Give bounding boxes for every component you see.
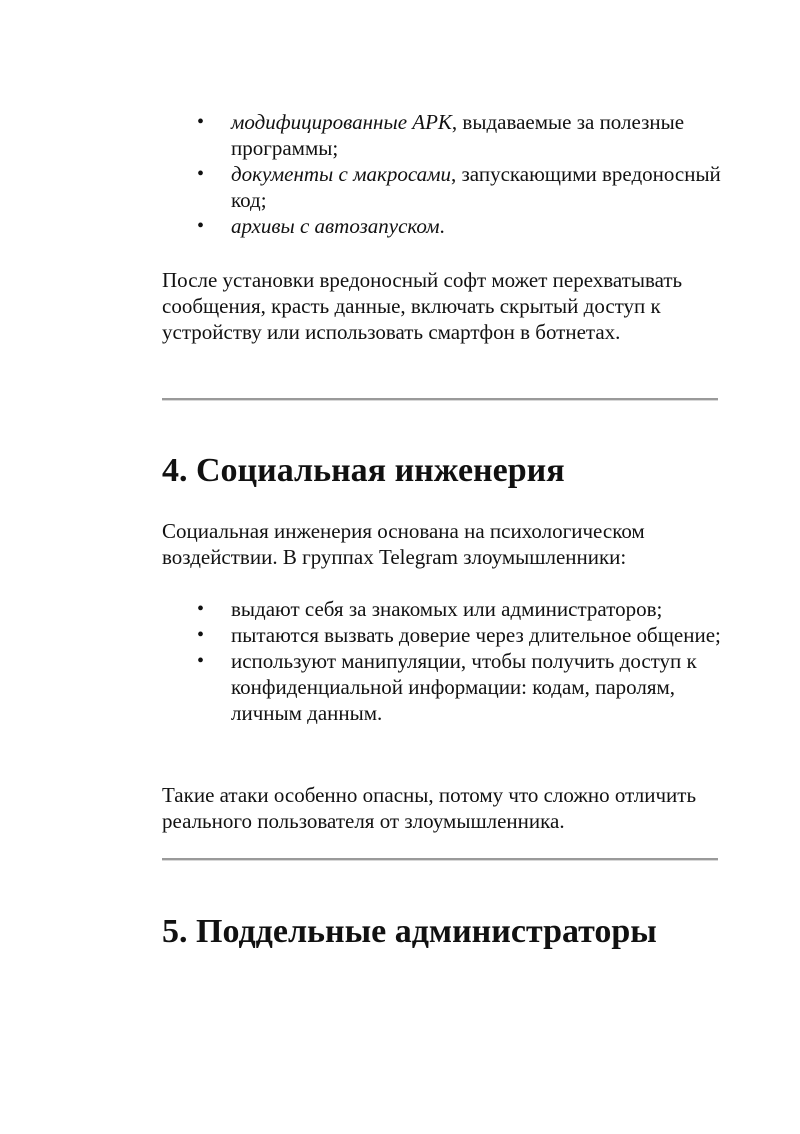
list-item — [162, 161, 722, 213]
section-divider — [162, 858, 718, 861]
bullet-icon: • — [197, 163, 205, 185]
list-item-emphasis: документы с макросами — [231, 162, 451, 186]
list-item-emphasis: модифицированные APK — [231, 110, 452, 134]
social-engineering-conclusion: Такие атаки особенно опасны, потому что сложно отличить реального пользователя от злоумышленника. — [162, 783, 697, 833]
list-item — [162, 109, 722, 161]
social-engineering-list — [162, 596, 722, 726]
section-heading: 5. Поддельные администраторы — [162, 913, 657, 950]
bullet-icon: • — [197, 215, 205, 237]
list-item — [162, 596, 722, 622]
malware-consequences-paragraph: После установки вредоносный софт может перехватывать сообщения, красть данные, включать скрытый доступ к устройству или использовать смартфон в ботнетах. — [162, 268, 683, 344]
list-item-text: , запускающими вредоносный код; — [231, 162, 721, 212]
list-item — [162, 622, 722, 648]
list-item — [162, 213, 722, 239]
bullet-icon: • — [197, 624, 205, 646]
social-engineering-intro: Социальная инженерия основана на психологическом воздействии. В группах Telegram злоумышленники: — [162, 519, 645, 569]
bullet-icon: • — [197, 650, 205, 672]
attachment-types-list — [162, 109, 722, 239]
list-item-text: используют манипуляции, чтобы получить доступ к конфиденциальной информации: кодам, паролям, личным данным. — [231, 649, 697, 725]
list-item-emphasis: архивы с автозапуском — [231, 214, 440, 238]
bullet-icon: • — [197, 111, 205, 133]
bullet-icon: • — [197, 598, 205, 620]
list-item-text: выдают себя за знакомых или администраторов; — [231, 597, 663, 621]
list-item-text: пытаются вызвать доверие через длительное общение; — [231, 623, 721, 647]
list-item-text: . — [439, 214, 445, 238]
section-heading: 4. Социальная инженерия — [162, 452, 565, 489]
list-item — [162, 648, 722, 726]
list-item-text: , выдаваемые за полезные программы; — [231, 110, 685, 160]
section-divider — [162, 398, 718, 401]
